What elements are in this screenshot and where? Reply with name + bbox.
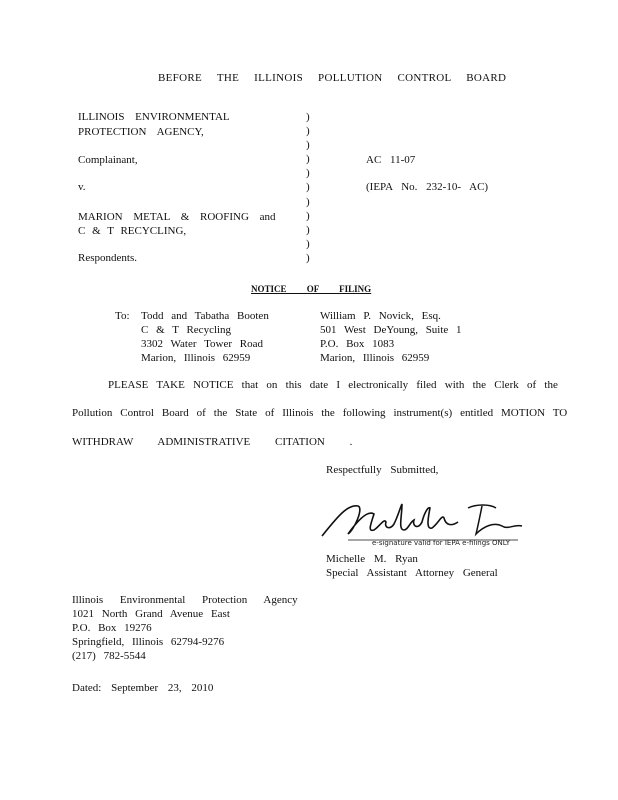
notice-heading: NOTICE OF FILING	[251, 284, 372, 294]
paren: )	[306, 251, 310, 264]
agency-street: 1021 North Grand Avenue East	[72, 608, 230, 620]
agency-address	[72, 593, 298, 663]
paren: )	[306, 125, 310, 138]
signer-title: Special Assistant Attorney General	[326, 567, 498, 579]
notice-body-line-2: Pollution Control Board of the State of Illinois the following instrument(s) entitled MOTION TO	[72, 407, 568, 419]
agency-name: Illinois Environmental Protection Agency	[72, 594, 298, 606]
versus-label: v.	[78, 181, 86, 193]
agency-city: Springfield, Illinois 62794-9276	[72, 636, 225, 648]
case-number: AC 11-07	[366, 154, 416, 166]
recipient-2-po-box: P.O. Box 1083	[320, 338, 395, 350]
recipient-1-city: Marion, Illinois 62959	[141, 352, 251, 364]
page-title: BEFORE THE ILLINOIS POLLUTION CONTROL BOARD	[158, 72, 507, 84]
recipient-1-street: 3302 Water Tower Road	[141, 338, 263, 350]
signature-note: e-signature valid for IEPA e-filings ONLY	[372, 539, 511, 547]
recipient-2-street: 501 West DeYoung, Suite 1	[320, 324, 462, 336]
dated-line: Dated: September 23, 2010	[72, 682, 214, 694]
agency-po-box: P.O. Box 19276	[72, 622, 152, 634]
paren: )	[306, 167, 310, 180]
complainant-name-line-1: ILLINOIS ENVIRONMENTAL	[78, 111, 230, 123]
recipient-2-city: Marion, Illinois 62959	[320, 352, 430, 364]
paren: )	[306, 153, 310, 166]
complainant-name-line-2: PROTECTION AGENCY,	[78, 126, 204, 138]
paren: )	[306, 209, 310, 222]
respondent-role: Respondents.	[78, 252, 137, 264]
paren: )	[306, 223, 310, 236]
recipient-2-name: William P. Novick, Esq.	[320, 310, 441, 322]
notice-body-line-3: WITHDRAW ADMINISTRATIVE CITATION .	[72, 436, 353, 448]
notice-body-line-1: PLEASE TAKE NOTICE that on this date I electronically filed with the Clerk of the	[108, 379, 558, 391]
paren: )	[306, 195, 310, 208]
to-label: To:	[115, 310, 130, 322]
caption-parentheses	[306, 110, 316, 265]
signer-name: Michelle M. Ryan	[326, 553, 418, 565]
respondent-name-line-1: MARION METAL & ROOFING and	[78, 211, 276, 223]
recipient-2	[320, 309, 462, 365]
paren: )	[306, 111, 310, 123]
paren: )	[306, 139, 310, 152]
recipient-1-company: C & T Recycling	[141, 324, 232, 336]
complainant-role: Complainant,	[78, 154, 138, 166]
agency-phone: (217) 782-5544	[72, 650, 146, 662]
paren: )	[306, 237, 310, 250]
recipient-1-name: Todd and Tabatha Booten	[141, 310, 269, 322]
recipient-1	[141, 309, 269, 365]
closing: Respectfully Submitted,	[326, 464, 439, 476]
paren: )	[306, 181, 310, 194]
iepa-number: (IEPA No. 232-10- AC)	[366, 181, 489, 193]
respondent-name-line-2: C & T RECYCLING,	[78, 225, 187, 237]
